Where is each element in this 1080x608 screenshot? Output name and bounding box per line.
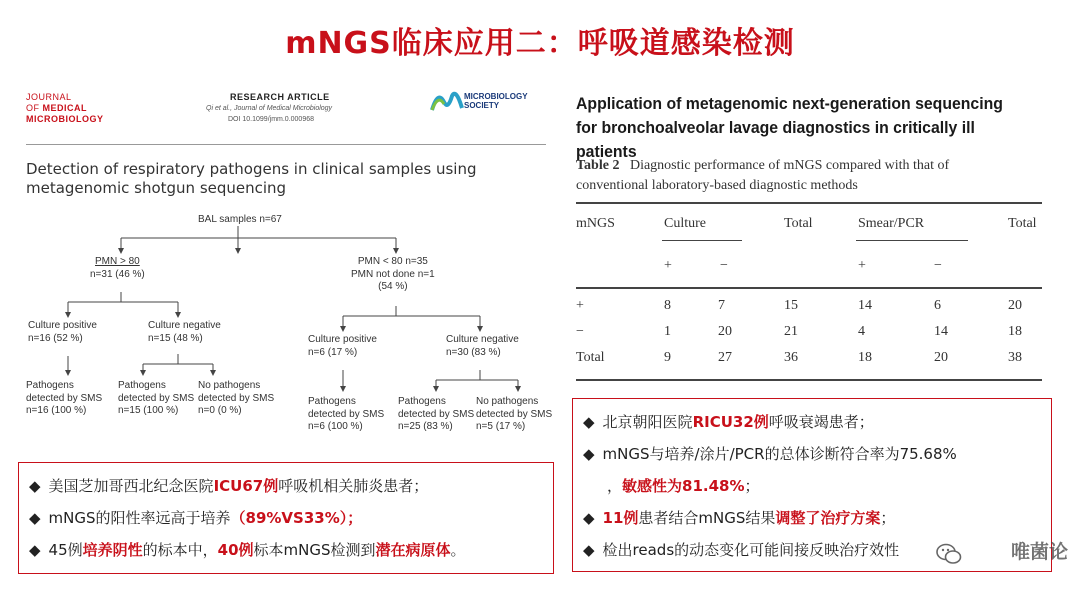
left-paper-panel <box>18 78 553 458</box>
right-bullet-2-text: mNGS与培养/涂片/PCR的总体诊断符合率为75.68% <box>602 445 957 463</box>
th-culture-plus: + <box>664 258 672 273</box>
diamond-icon: ◆ <box>583 541 595 559</box>
smear-underline <box>856 240 968 241</box>
tree-leaf-5-c: n=25 (83 %) <box>398 421 453 432</box>
right-bullet-3-highlight2: 调整了治疗方案 <box>775 509 881 527</box>
table-cell-s1: 18 <box>858 350 872 365</box>
right-bullet-3-post: ； <box>880 509 896 527</box>
table-cell-label: + <box>576 298 584 313</box>
left-bullet-3-g: 。 <box>450 541 466 559</box>
article-type: RESEARCH ARTICLE <box>230 92 330 102</box>
tree-pmn-high <box>90 256 145 281</box>
tree-root: BAL samples n=67 <box>198 214 282 225</box>
right-bullet-2 <box>583 443 957 464</box>
th-total: Total <box>784 216 813 231</box>
table-cell-c1: 9 <box>664 350 671 365</box>
table-cell-s1: 4 <box>858 324 865 339</box>
tree-pmn-low <box>351 256 435 294</box>
left-bullet-3-d: 40例 <box>217 541 254 559</box>
left-bullet-3-b: 培养阴性 <box>82 541 143 559</box>
table-cell-t2: 38 <box>1008 350 1022 365</box>
th-total-2: Total <box>1008 216 1037 231</box>
tree-leaf-4 <box>308 396 384 434</box>
table-cell-label: Total <box>576 350 605 365</box>
table-caption-text2: conventional laboratory-based diagnostic methods <box>576 178 858 193</box>
divider <box>26 144 546 145</box>
right-bullet-2b-post: ； <box>744 477 760 495</box>
table-cell-c1: 1 <box>664 324 671 339</box>
society-logo-line2: SOCIETY <box>464 101 500 110</box>
tree-pmn-high-n: n=31 (46 %) <box>90 268 145 280</box>
table-cell-c2: 20 <box>718 324 732 339</box>
tree-leaf-3-c: n=0 (0 %) <box>198 405 242 416</box>
th-smear-pcr: Smear/PCR <box>858 216 925 231</box>
left-bullet-1-text2: 呼吸机相关肺炎患者； <box>278 477 429 495</box>
tree-leaf-5-a: Pathogens <box>398 396 446 407</box>
tree-leaf-2-a: Pathogens <box>118 380 166 391</box>
left-bullet-2-highlight: （89%VS33%）； <box>230 509 363 527</box>
right-summary-box <box>572 398 1052 572</box>
table-cell-s2: 6 <box>934 298 941 313</box>
right-bullet-1-highlight: RICU32例 <box>692 413 769 431</box>
tree-leaf-6-a: No pathogens <box>476 396 539 407</box>
table-cell-t2: 18 <box>1008 324 1022 339</box>
tree-leaf-4-b: detected by SMS <box>308 408 385 420</box>
tree-leaf-2-c: n=15 (100 %) <box>118 405 179 416</box>
right-bullet-2b-pre: ， <box>607 477 623 495</box>
table-cell-t1: 15 <box>784 298 798 313</box>
tree-cn2-label: Culture negative <box>446 334 519 345</box>
tree-culture-positive-1 <box>28 320 97 345</box>
diamond-icon: ◆ <box>29 509 41 527</box>
tree-culture-negative-1 <box>148 320 221 345</box>
diamond-icon: ◆ <box>583 413 595 431</box>
table-cell-s2: 20 <box>934 350 948 365</box>
tree-leaf-6 <box>476 396 552 434</box>
table-cell-c1: 8 <box>664 298 671 313</box>
tree-leaf-5 <box>398 396 474 434</box>
tree-leaf-3-b: detected by SMS <box>198 392 275 404</box>
journal-logo <box>26 92 104 125</box>
tree-leaf-2-b: detected by SMS <box>118 392 195 404</box>
journal-logo-line3: MICROBIOLOGY <box>26 114 104 124</box>
left-bullet-2-text: mNGS的阳性率远高于培养 <box>48 509 231 527</box>
table-caption-text1: Diagnostic performance of mNGS compared with that of <box>629 158 950 173</box>
table-top-rule <box>576 202 1042 204</box>
tree-leaf-3-a: No pathogens <box>198 380 261 391</box>
slide-title: mNGS临床应用二：呼吸道感染检测 <box>285 26 795 61</box>
table-cell-s1: 14 <box>858 298 872 313</box>
right-paper-title-line1: Application of metagenomic next-generation sequencing <box>576 94 1003 113</box>
left-bullet-1 <box>29 475 428 496</box>
left-paper-title: Detection of respiratory pathogens in clinical samples using metagenomic shotgun sequencing <box>26 160 477 197</box>
tree-pmn-low-pct: (54 %) <box>378 281 408 292</box>
left-bullet-3-f: 潜在病原体 <box>375 541 451 559</box>
tree-leaf-6-c: n=5 (17 %) <box>476 421 526 432</box>
watermark: 唯菌论 <box>1010 541 1068 563</box>
table-cell-t2: 20 <box>1008 298 1022 313</box>
left-bullet-1-text: 美国芝加哥西北纪念医院 <box>48 477 214 495</box>
tree-leaf-4-a: Pathogens <box>308 396 356 407</box>
left-bullet-2 <box>29 507 362 528</box>
table-cell-c2: 27 <box>718 350 732 365</box>
journal-logo-line2-prefix: OF <box>26 103 43 113</box>
table-caption-label: Table 2 <box>576 158 620 173</box>
right-paper-panel <box>566 78 1066 400</box>
tree-leaf-1-c: n=16 (100 %) <box>26 405 87 416</box>
tree-leaf-4-c: n=6 (100 %) <box>308 421 363 432</box>
tree-pmn-low-2: PMN not done n=1 <box>351 268 435 280</box>
left-bullet-3 <box>29 539 466 560</box>
wechat-icon <box>936 542 962 566</box>
table-cell-c2: 7 <box>718 298 725 313</box>
journal-logo-line1: JOURNAL <box>26 92 72 102</box>
table-cell-t1: 36 <box>784 350 798 365</box>
th-smear-minus: − <box>934 258 942 273</box>
tree-cp1-label: Culture positive <box>28 320 97 331</box>
tree-leaf-1-b: detected by SMS <box>26 392 103 404</box>
tree-leaf-3 <box>198 380 274 418</box>
th-smear-plus: + <box>858 258 866 273</box>
right-paper-title <box>576 92 1032 164</box>
th-culture: Culture <box>664 216 706 231</box>
article-authors: Qi et al., Journal of Medical Microbiology <box>206 105 333 112</box>
left-summary-box <box>18 462 554 574</box>
left-bullet-3-a: 45例 <box>48 541 83 559</box>
table-cell-t1: 21 <box>784 324 798 339</box>
right-bullet-3 <box>583 507 895 528</box>
culture-underline <box>662 240 742 241</box>
table-cell-label: − <box>576 324 584 339</box>
tree-cn1-n: n=15 (48 %) <box>148 332 203 344</box>
tree-leaf-1 <box>26 380 102 418</box>
table-caption <box>576 156 1056 196</box>
right-bullet-4-text: 检出reads的动态变化可能间接反映治疗效性 <box>602 541 900 559</box>
article-doi: DOI 10.1099/jmm.0.000968 <box>228 116 314 123</box>
tree-leaf-2 <box>118 380 194 418</box>
tree-cp1-n: n=16 (52 %) <box>28 332 83 344</box>
tree-culture-negative-2 <box>446 334 519 359</box>
right-bullet-2-cont <box>607 475 760 496</box>
diamond-icon: ◆ <box>583 509 595 527</box>
left-bullet-1-highlight: ICU67例 <box>213 477 279 495</box>
society-logo-line1: MICROBIOLOGY <box>464 92 528 101</box>
tree-cn2-n: n=30 (83 %) <box>446 346 501 358</box>
tree-cp2-n: n=6 (17 %) <box>308 346 358 358</box>
right-bullet-1-text: 北京朝阳医院 <box>602 413 693 431</box>
diamond-icon: ◆ <box>29 477 41 495</box>
society-icon <box>430 88 464 114</box>
table-bottom-rule <box>576 379 1042 381</box>
right-bullet-2b-highlight: 敏感性为81.48% <box>622 477 745 495</box>
tree-cp2-label: Culture positive <box>308 334 377 345</box>
tree-cn1-label: Culture negative <box>148 320 221 331</box>
table-header-rule <box>576 287 1042 289</box>
diamond-icon: ◆ <box>29 541 41 559</box>
microbiology-society-logo <box>430 88 545 116</box>
tree-leaf-6-b: detected by SMS <box>476 408 553 420</box>
tree-pmn-high-label: PMN > 80 <box>95 256 140 267</box>
right-bullet-3-text: 患者结合mNGS结果 <box>638 509 776 527</box>
right-paper-title-line2: for bronchoalveolar lavage diagnostics in critically ill patients <box>576 118 975 161</box>
journal-logo-line2: MEDICAL <box>42 103 87 113</box>
right-bullet-3-highlight: 11例 <box>602 509 639 527</box>
left-bullet-3-e: 标本mNGS检测到 <box>253 541 376 559</box>
th-culture-minus: − <box>720 258 728 273</box>
th-mngs: mNGS <box>576 216 615 231</box>
tree-leaf-1-a: Pathogens <box>26 380 74 391</box>
tree-culture-positive-2 <box>308 334 377 359</box>
tree-leaf-5-b: detected by SMS <box>398 408 475 420</box>
tree-pmn-low-label: PMN < 80 n=35 <box>357 256 428 267</box>
right-bullet-1-text2: 呼吸衰竭患者； <box>768 413 874 431</box>
diamond-icon: ◆ <box>583 445 595 463</box>
right-bullet-4 <box>583 539 899 560</box>
table-cell-s2: 14 <box>934 324 948 339</box>
right-bullet-1 <box>583 411 874 432</box>
left-bullet-3-c: 的标本中， <box>142 541 218 559</box>
